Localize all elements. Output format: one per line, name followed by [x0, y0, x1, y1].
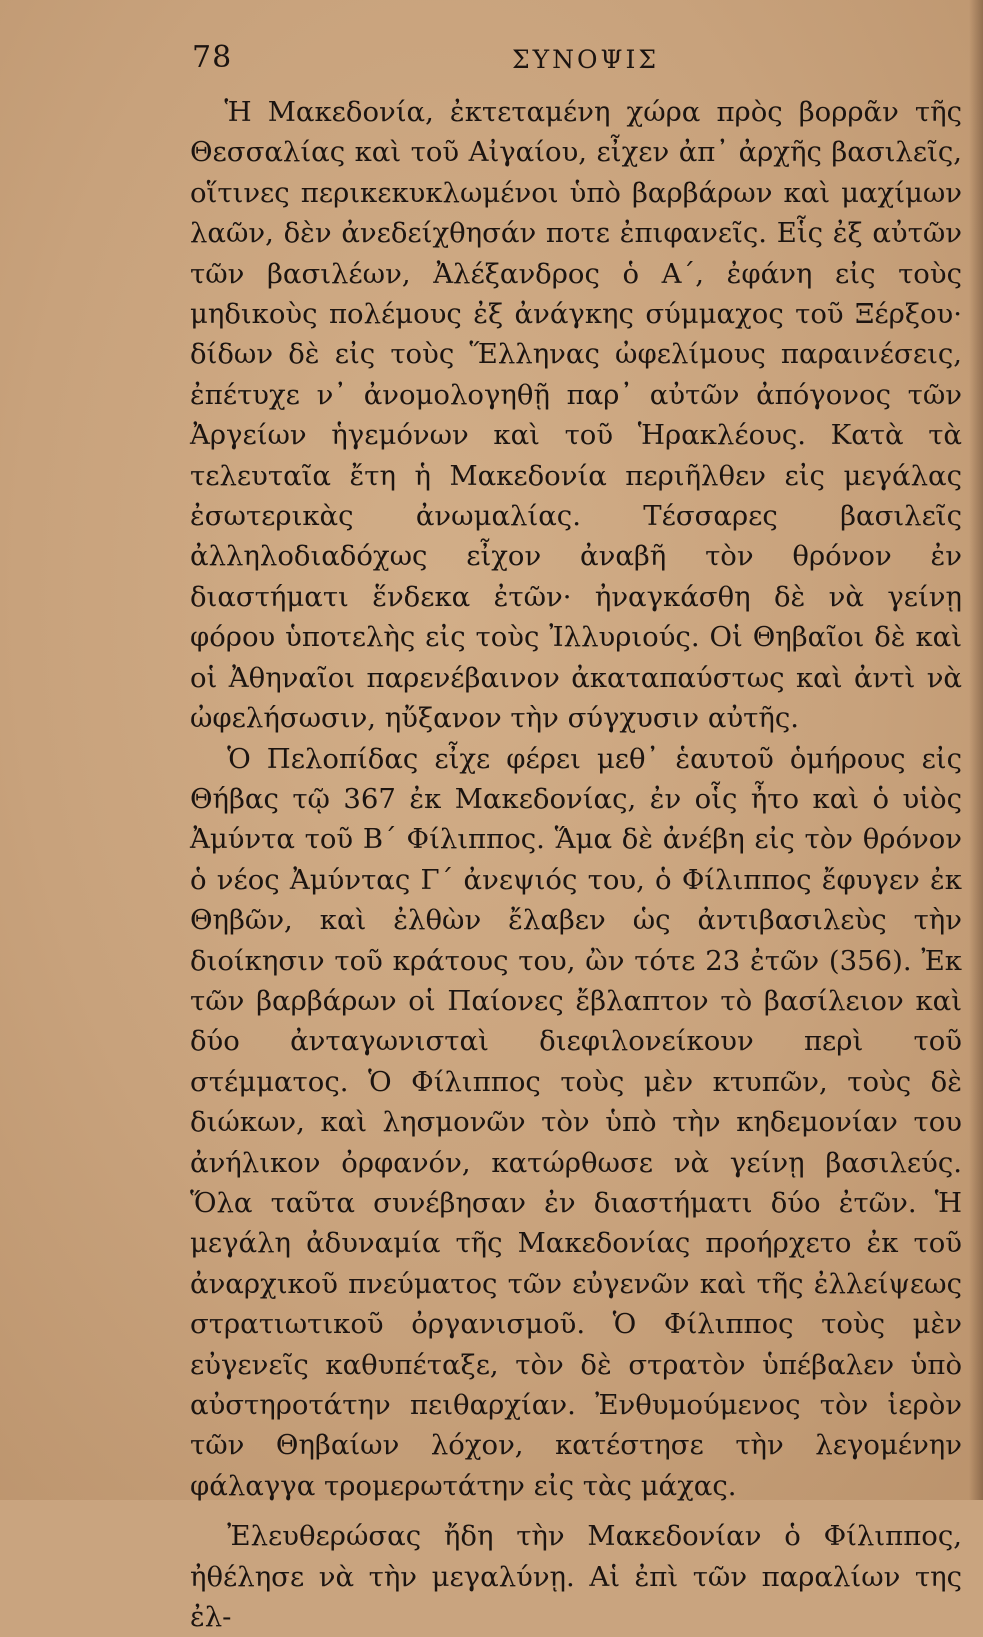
page-number: 78 [192, 40, 233, 75]
running-title: ΣΥΝΟΨΙΣ [512, 45, 660, 74]
body-text [190, 92, 962, 1637]
page-edge-shadow [969, 0, 983, 1500]
page-header [192, 38, 962, 78]
paragraph-philip: Ἐλευθερώσας ἤδη τὴν Μακεδονίαν ὁ Φίλιππος, ἠθέλησε νὰ τὴν μεγαλύνῃ. Αἱ ἐπὶ τῶν παραλίων της ἐλ- [190, 1520, 962, 1634]
paragraph-macedonia: Ἡ Μακεδονία, ἐκτεταμένη χώρα πρὸς βορρᾶν τῆς Θεσσαλίας καὶ τοῦ Αἰγαίου, εἶχεν ἀπ᾽ ἀρχῆς βασιλεῖς, οἵτινες περικεκυκλωμένοι ὑπὸ βαρβάρων καὶ μαχίμων λαῶν, δὲν ἀνεδείχθησάν ποτε ἐπιφανεῖς. Εἷς ἐξ αὐτῶν τῶν βασιλέων, Ἀλέξανδρος ὁ Α΄, ἐφάνη εἰς τοὺς μηδικοὺς πολέμους ἐξ ἀνάγκης σύμμαχος τοῦ Ξέρξου· δίδων δὲ εἰς τοὺς Ἕλληνας ὠφελίμους παραινέσεις, ἐπέτυχε ν᾽ ἀνομολογηθῇ παρ᾽ αὐτῶν ἀπόγονος τῶν Ἀργείων ἡγεμόνων καὶ τοῦ Ἡρακλέους. Κατὰ τὰ τελευταῖα ἔτη ἡ Μακεδονία περιῆλθεν εἰς μεγάλας ἐσωτερικὰς ἀνωμαλίας. Τέσσαρες βασιλεῖς ἀλληλοδιαδόχως εἶχον ἀναβῆ τὸν θρόνον ἐν διαστήματι ἕνδεκα ἐτῶν· ἠναγκάσθη δὲ νὰ γείνῃ φόρου ὑποτελὴς εἰς τοὺς Ἰλλυριούς. Οἱ Θηβαῖοι δὲ καὶ οἱ Ἀθηναῖοι παρενέβαινον ἀκαταπαύστως καὶ ἀντὶ νὰ ὠφελήσωσιν, ηὔξανον τὴν σύγχυσιν αὐτῆς. [190, 96, 962, 735]
paragraph-pelopidas: Ὁ Πελοπίδας εἶχε φέρει μεθ᾽ ἑαυτοῦ ὁμήρους εἰς Θήβας τῷ 367 ἐκ Μακεδονίας, ἐν οἷς ἦτο καὶ ὁ υἱὸς Ἀμύντα τοῦ Β΄ Φίλιππος. Ἅμα δὲ ἀνέβη εἰς τὸν θρόνον ὁ νέος Ἀμύντας Γ΄ ἀνεψιός του, ὁ Φίλιππος ἔφυγεν ἐκ Θηβῶν, καὶ ἐλθὼν ἔλαβεν ὡς ἀντιβασιλεὺς τὴν διοίκησιν τοῦ κράτους του, ὢν τότε 23 ἐτῶν (356). Ἐκ τῶν βαρβάρων οἱ Παίονες ἔβλαπτον τὸ βασίλειον καὶ δύο ἀνταγωνισταὶ διεφιλονείκουν περὶ τοῦ στέμματος. Ὁ Φίλιππος τοὺς μὲν κτυπῶν, τοὺς δὲ διώκων, καὶ λησμονῶν τὸν ὑπὸ τὴν κηδεμονίαν του ἀνήλικον ὀρφανόν, κατώρθωσε νὰ γείνῃ βασιλεύς. Ὅλα ταῦτα συνέβησαν ἐν διαστήματι δύο ἐτῶν. Ἡ μεγάλη ἀδυναμία τῆς Μακεδονίας προήρχετο ἐκ τοῦ ἀναρχικοῦ πνεύματος τῶν εὐγενῶν καὶ τῆς ἐλλείψεως στρατιωτικοῦ ὀργανισμοῦ. Ὁ Φίλιππος τοὺς μὲν εὐγενεῖς καθυπέταξε, τὸν δὲ στρατὸν ὑπέβαλεν ὑπὸ αὐστηροτάτην πειθαρχίαν. Ἐνθυμούμενος τὸν ἱερὸν τῶν Θηβαίων λόχον, κατέστησε τὴν λεγομένην φάλαγγα τρομερωτάτην εἰς τὰς μάχας. [190, 742, 962, 1502]
